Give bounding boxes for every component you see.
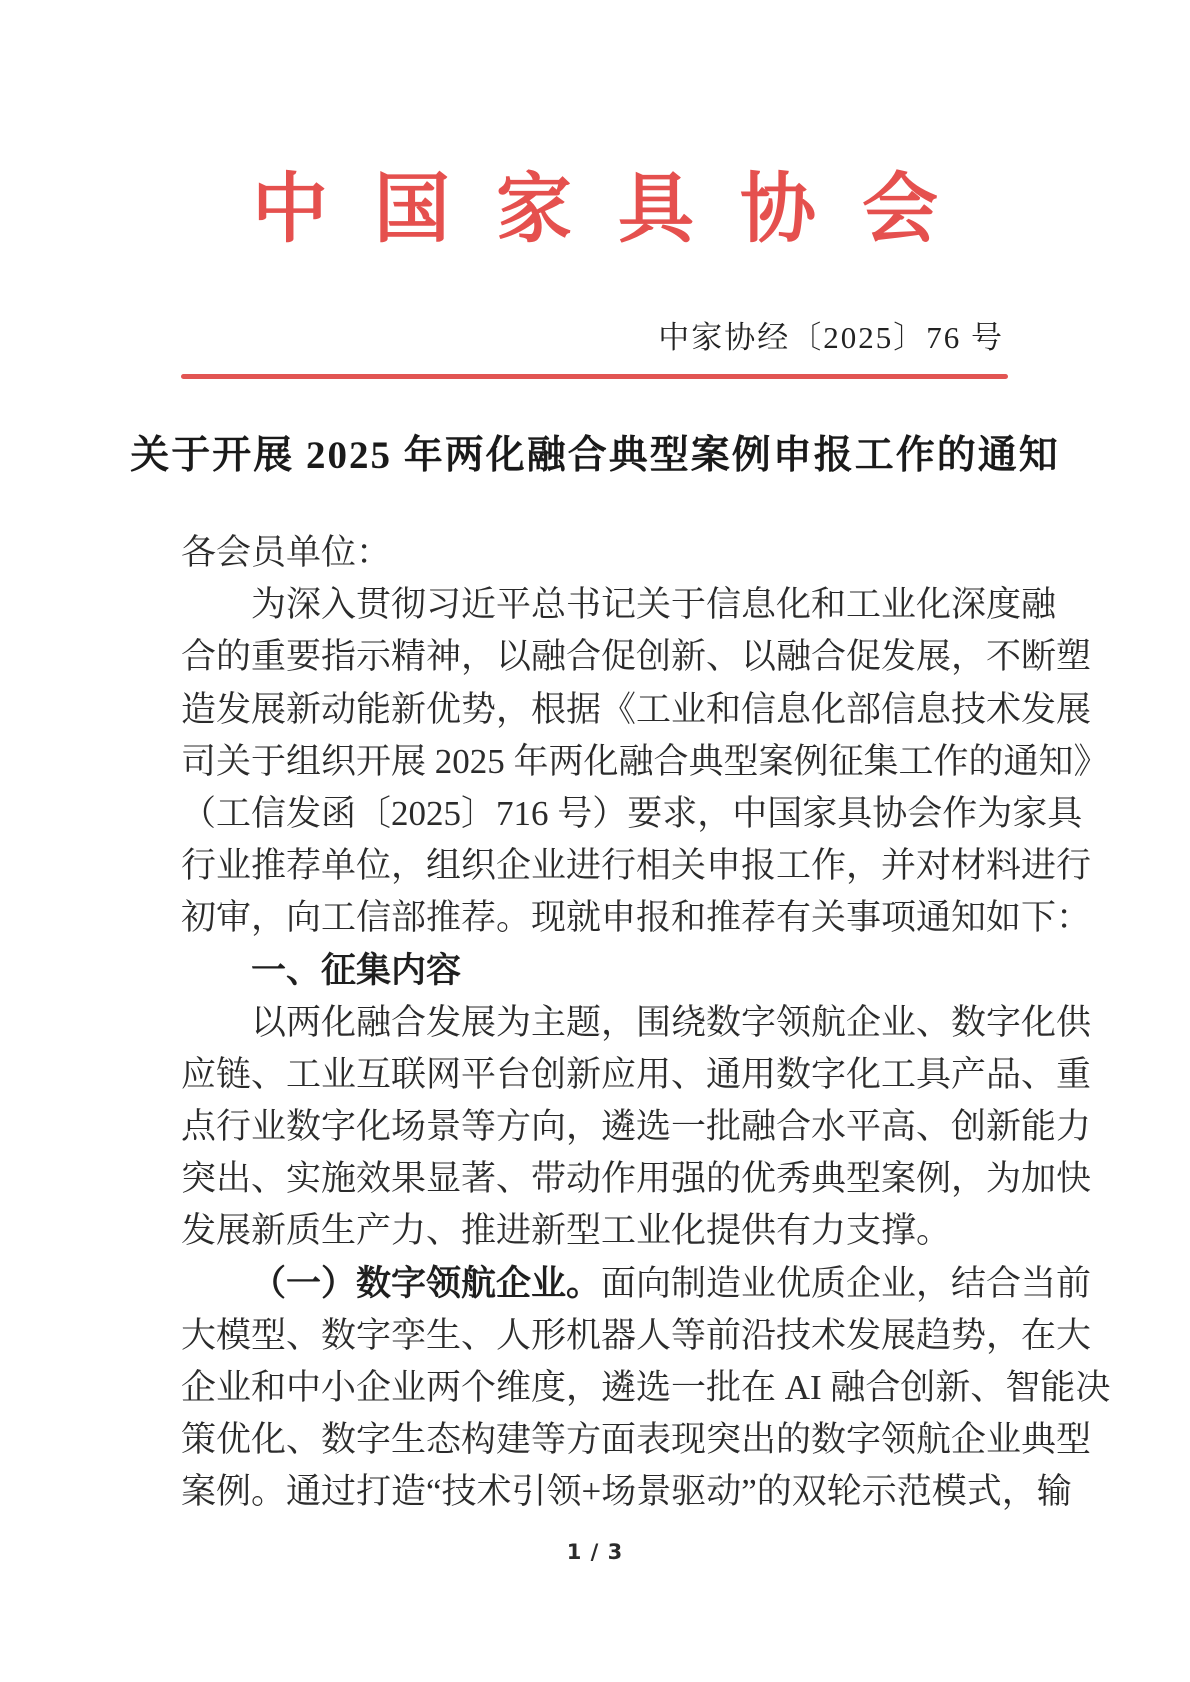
body-line: 策优化、数字生态构建等方面表现突出的数字领航企业典型 — [181, 1420, 1092, 1460]
body-line: （工信发函〔2025〕716 号）要求，中国家具协会作为家具 — [181, 793, 1083, 833]
body-line: 企业和中小企业两个维度，遴选一批在 AI 融合创新、智能决 — [181, 1368, 1111, 1407]
document-body — [181, 527, 1111, 1519]
body-line: 行业推荐单位，组织企业进行相关申报工作，并对材料进行 — [181, 846, 1092, 886]
body-line: 各会员单位： — [181, 533, 392, 572]
body-line: 案例。通过打造“技术引领+场景驱动”的双轮示范模式，输 — [181, 1472, 1072, 1512]
body-line: 以两化融合发展为主题，围绕数字领航企业、数字化供 — [251, 1002, 1092, 1042]
body-line: 点行业数字化场景等方向，遴选一批融合水平高、创新能力 — [181, 1107, 1092, 1147]
body-line: 大模型、数字孪生、人形机器人等前沿技术发展趋势，在大 — [181, 1315, 1092, 1355]
document-title: 关于开展 2025 年两化融合典型案例申报工作的通知 — [130, 434, 1060, 477]
body-line: 司关于组织开展 2025 年两化融合典型案例征集工作的通知》 — [181, 741, 1109, 781]
body-subsection-line: （一）数字领航企业。面向制造业优质企业，结合当前 — [251, 1263, 1092, 1303]
body-line: 造发展新动能新优势，根据《工业和信息化部信息技术发展 — [181, 689, 1092, 729]
body-section-heading: 一、征集内容 — [251, 950, 462, 990]
body-line: 合的重要指示精神，以融合促创新、以融合促发展，不断塑 — [181, 637, 1092, 677]
red-header-divider — [181, 374, 1008, 379]
body-line: 突出、实施效果显著、带动作用强的优秀典型案例，为加快 — [181, 1159, 1092, 1199]
doc-reference-number: 中家协经〔2025〕76 号 — [658, 320, 1004, 355]
body-line: 应链、工业互联网平台创新应用、通用数字化工具产品、重 — [181, 1054, 1092, 1094]
org-name-header: 中国家具协会 — [252, 168, 984, 252]
page-number: 1 / 3 — [566, 1540, 624, 1564]
body-line: 为深入贯彻习近平总书记关于信息化和工业化深度融 — [251, 585, 1057, 625]
body-line: 初审，向工信部推荐。现就申报和推荐有关事项通知如下： — [181, 898, 1092, 938]
body-line: 发展新质生产力、推进新型工业化提供有力支撑。 — [181, 1211, 952, 1251]
